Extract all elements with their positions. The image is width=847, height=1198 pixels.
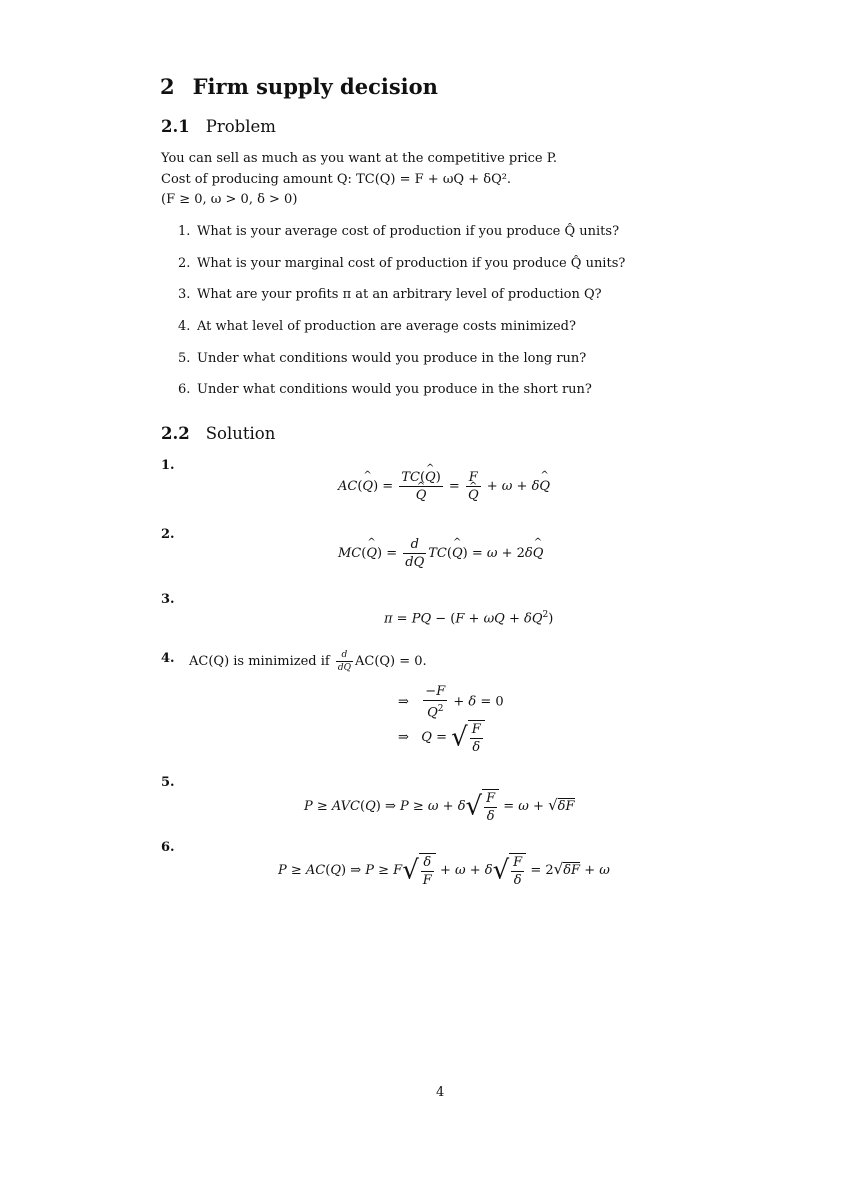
solution-item-2-label: 2. [161,527,175,542]
section-heading [160,74,438,99]
problem-number: 2.1 [161,117,190,136]
solution-item-1-label: 1. [161,458,175,473]
question-list [178,224,625,414]
list-item: 5. Under what conditions would you produce in the long run? [178,350,587,366]
equation-average-cost: AC(^ Q) = TC(^ Q) ^ Q = F ^ Q + ω + δ^ Q [338,470,550,503]
intro-line-1: You can sell as much as you want at the competitive price P. [161,151,557,166]
item-4-statement: AC(Q) is minimized if $\frac{d}{dQ}$ AC(Q) = 0. [189,650,427,673]
solution-item-5-label: 5. [161,775,175,790]
equation-profit: π = PQ − $(F + \omega Q + \delta Q^2)$ [384,610,554,627]
problem-title: Problem [205,117,276,136]
list-item: 6. Under what conditions would you produce in the short run? [178,382,592,398]
list-item: 3. What are your profits π at an arbitrary level of production Q? [178,287,602,303]
solution-heading [161,424,275,443]
list-item: 2. What is your marginal cost of production if you produce Q̂ units? [178,255,626,271]
solution-item-3-label: 3. [161,592,175,607]
solution-item-6-label: 6. [161,840,175,855]
section-number: 2 [160,74,175,99]
equation-marginal-cost: MC(^ Q) = $\frac{d}{dQ}$ TC(^ Q) = ω + 2δ^ Q [338,537,543,570]
equation-short-run: P ≥ AC(Q) ⇒ P ≥ F√ $\frac{\delta}{F}$ + ω + δ√ $\frac{F}{\delta}$ = 2√δF + ω [278,855,610,888]
solution-item-4-label: 4. [161,651,175,666]
solution-number: 2.2 [161,424,190,443]
section-title: Firm supply decision [192,74,438,99]
list-item: 4. At what level of production are average costs minimized? [178,319,576,335]
problem-intro [161,149,557,211]
intro-line-2: Cost of producing amount Q: TC(Q) = F + ωQ + δQ². [161,171,512,187]
solution-title: Solution [205,424,276,443]
problem-heading [161,117,276,136]
page-number: 4 [436,1085,445,1100]
equation-optimal-q: ⇒ Q = √ $\frac{F}{\delta}$ [398,720,485,755]
list-item: 1. What is your average cost of production if you produce Q̂ units? [178,224,620,239]
equation-foc: ⇒ $\frac{-F}{Q^2}$ + δ = 0 [398,684,504,721]
intro-line-3: (F ≥ 0, ω > 0, δ > 0) [161,192,298,207]
equation-long-run: P ≥ AVC(Q) ⇒ P ≥ ω + δ√ $\frac{F}{\delta}$ = ω + √δF [304,791,575,824]
